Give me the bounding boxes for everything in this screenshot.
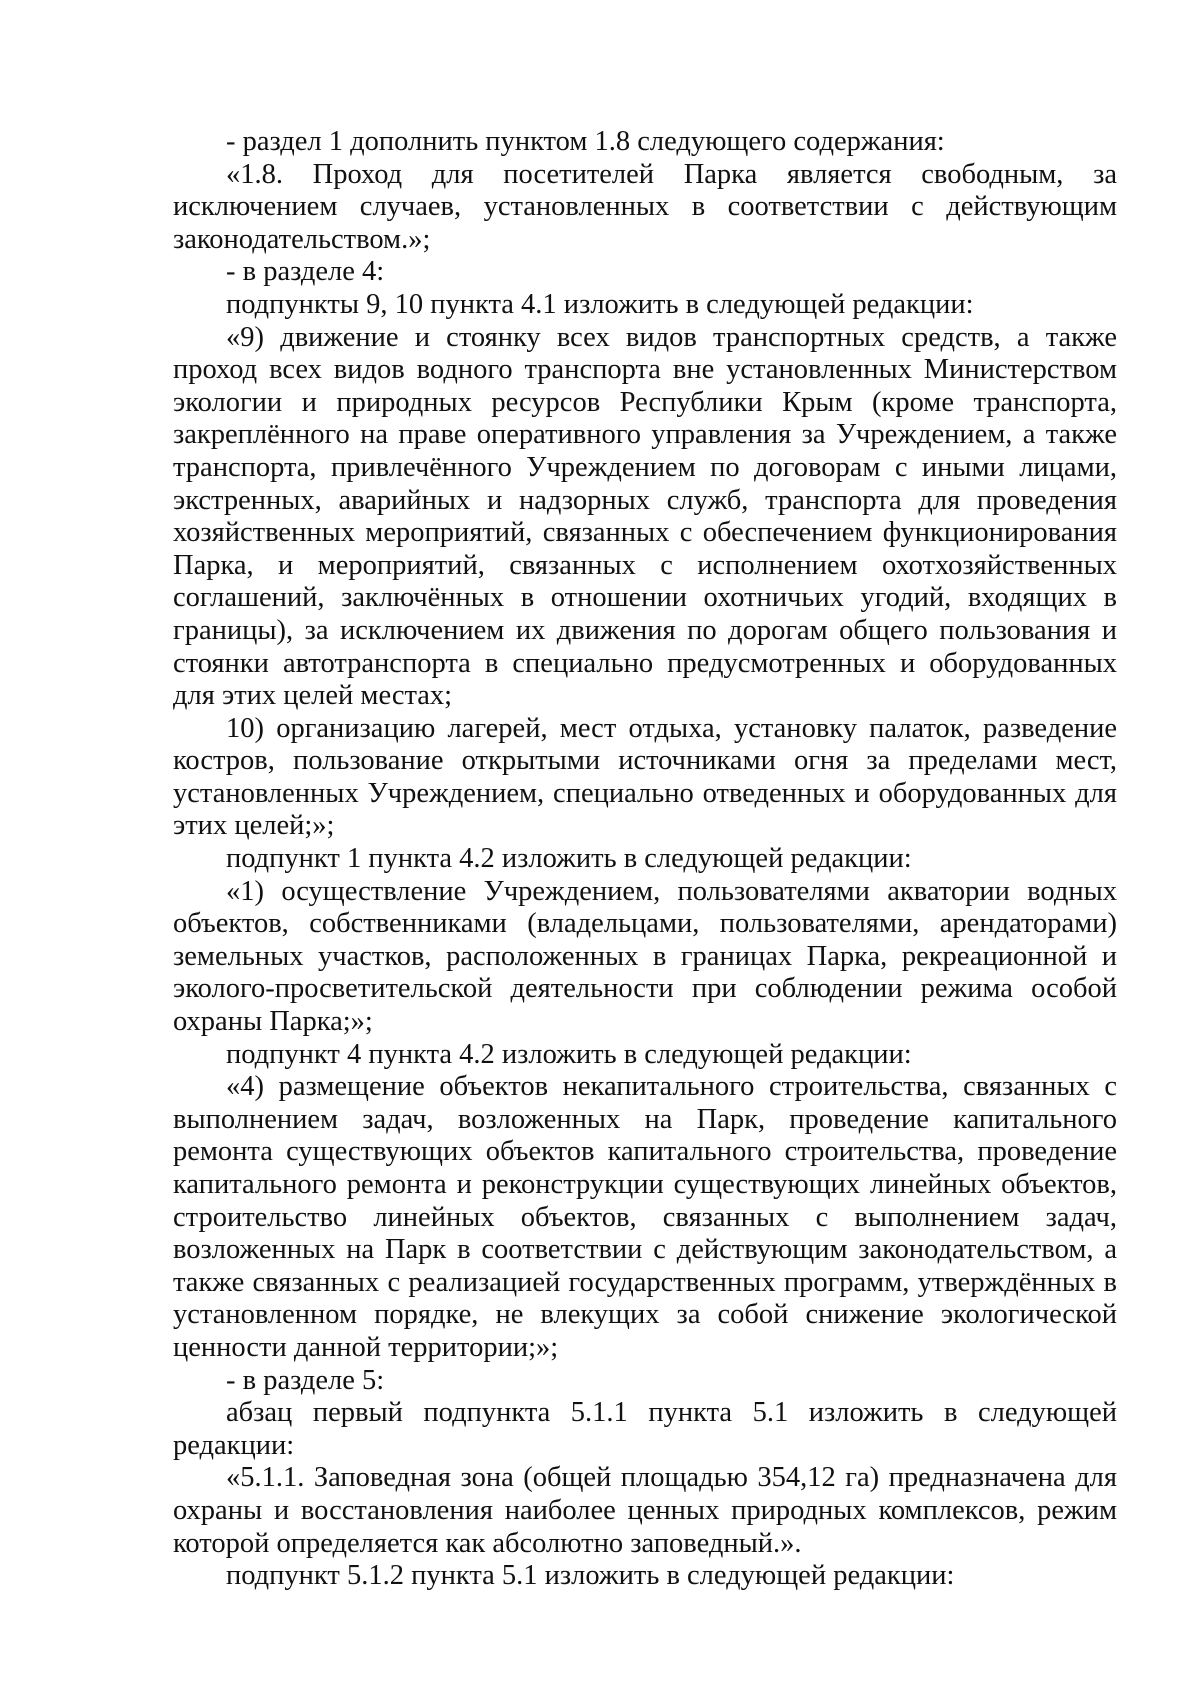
paragraph-clause-1-8: «1.8. Проход для посетителей Парка является свободным, за исключением случаев, установленных в соответствии с действующим законодательством.»; <box>173 158 1117 255</box>
paragraph-subclause-9: «9) движение и стоянку всех видов транспортных средств, а также проход всех видов водного транспорта вне установленных Министерством экологии и природных ресурсов Республики Крым (кроме транспорта, закреплённого на праве оперативного управления за Учреждением, а также транспорта, привлечённого Учреждением по договорам с иными лицами, экстренных, аварийных и надзорных служб, транспорта для проведения хозяйственных мероприятий, связанных с обеспечением функционирования Парка, и мероприятий, связанных с исполнением охотхозяйственных соглашений, заключённых в отношении охотничьих угодий, входящих в границы), за исключением их движения по дорогам общего пользования и стоянки автотранспорта в специально предусмотренных и оборудованных для этих целей местах; <box>173 321 1117 712</box>
paragraph-subclause-4: «4) размещение объектов некапитального строительства, связанных с выполнением задач, возложенных на Парк, проведение капитального ремонта существующих объектов капитального строительства, проведение капитального ремонта и реконструкции существующих линейных объектов, строительство линейных объектов, связанных с выполнением задач, возложенных на Парк в соответствии с действующим законодательством, а также связанных с реализацией государственных программ, утверждённых в установленном порядке, не влекущих за собой снижение экологической ценности данной территории;»; <box>173 1071 1117 1363</box>
paragraph-subclause-1: «1) осуществление Учреждением, пользователями акватории водных объектов, собственниками (владельцами, пользователями, арендаторами) земельных участков, расположенных в границах Парка, рекреационной и эколого-просветительской деятельности при соблюдении режима особой охраны Парка;»; <box>173 875 1117 1038</box>
paragraph-section-5: - в разделе 5: <box>226 1364 385 1396</box>
document-page <box>173 126 1117 1593</box>
paragraph-subclauses-9-10-intro: подпункты 9, 10 пункта 4.1 изложить в следующей редакции: <box>226 288 974 320</box>
paragraph-subclause-5-1-1-intro: абзац первый подпункта 5.1.1 пункта 5.1 изложить в следующей редакции: <box>173 1397 1117 1461</box>
paragraph-section-1-amendment: - раздел 1 дополнить пунктом 1.8 следующего содержания: <box>226 126 945 157</box>
paragraph-subclause-1-intro: подпункт 1 пункта 4.2 изложить в следующей редакции: <box>226 843 912 875</box>
paragraph-subclause-5-1-1: «5.1.1. Заповедная зона (общей площадью 354,12 га) предназначена для охраны и восстановления наиболее ценных природных комплексов, режим которой определяется как абсолютно заповедный.». <box>173 1462 1117 1559</box>
paragraph-subclause-5-1-2-intro: подпункт 5.1.2 пункта 5.1 изложить в следующей редакции: <box>226 1560 955 1592</box>
paragraph-subclause-10: 10) организацию лагерей, мест отдыха, установку палаток, разведение костров, пользование открытыми источниками огня за пределами мест, установленных Учреждением, специально отведенных и оборудованных для этих целей;»; <box>173 712 1117 842</box>
paragraph-section-4: - в разделе 4: <box>226 256 385 288</box>
paragraph-subclause-4-intro: подпункт 4 пункта 4.2 изложить в следующей редакции: <box>226 1038 912 1070</box>
